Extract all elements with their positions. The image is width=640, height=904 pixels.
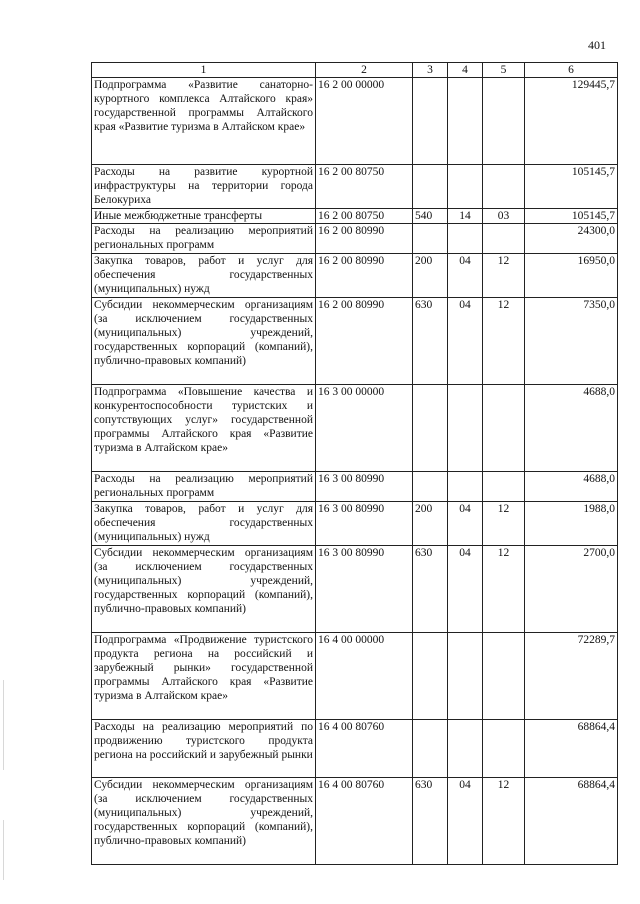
row-expense-type: 630 — [413, 778, 448, 865]
row-amount: 72289,7 — [525, 633, 618, 720]
table-row — [92, 633, 618, 720]
row-section — [448, 472, 483, 502]
table-row — [92, 720, 618, 778]
row-amount: 129445,7 — [525, 78, 618, 165]
column-header: 4 — [448, 63, 483, 78]
row-amount: 1988,0 — [525, 502, 618, 546]
row-section: 04 — [448, 778, 483, 865]
row-expense-type — [413, 472, 448, 502]
row-section — [448, 165, 483, 209]
column-header: 1 — [92, 63, 316, 78]
row-subsection — [483, 720, 525, 778]
row-amount: 4688,0 — [525, 472, 618, 502]
column-header: 2 — [316, 63, 413, 78]
row-expense-type — [413, 720, 448, 778]
row-name: Иные межбюджетные трансферты — [92, 209, 316, 224]
row-expense-type — [413, 165, 448, 209]
row-expense-type — [413, 633, 448, 720]
table-row — [92, 502, 618, 546]
row-name: Расходы на развитие курортной инфраструктуры на территории города Белокуриха — [92, 165, 316, 209]
row-expense-type: 540 — [413, 209, 448, 224]
row-name: Закупка товаров, работ и услуг для обеспечения государственных (муниципальных) нужд — [92, 254, 316, 298]
row-subsection — [483, 633, 525, 720]
row-amount: 16950,0 — [525, 254, 618, 298]
column-number-row — [92, 63, 618, 78]
row-code: 16 4 00 00000 — [316, 633, 413, 720]
scan-margin-mark — [3, 820, 4, 880]
row-section: 14 — [448, 209, 483, 224]
row-code: 16 2 00 80750 — [316, 165, 413, 209]
row-name: Подпрограмма «Развитие санаторно-курортного комплекса Алтайского края» государственной программы Алтайского края «Развитие туризма в Алтайском крае» — [92, 78, 316, 165]
row-section: 04 — [448, 502, 483, 546]
row-name: Субсидии некоммерческим организациям (за исключением государственных (муниципальных) учреждений, государственных корпораций (компаний), публично-правовых компаний) — [92, 298, 316, 385]
row-subsection: 12 — [483, 298, 525, 385]
row-expense-type — [413, 78, 448, 165]
row-code: 16 3 00 80990 — [316, 546, 413, 633]
row-amount: 105145,7 — [525, 209, 618, 224]
row-subsection: 12 — [483, 502, 525, 546]
row-subsection: 12 — [483, 254, 525, 298]
scan-margin-mark — [3, 680, 4, 770]
row-code: 16 4 00 80760 — [316, 778, 413, 865]
table-row — [92, 778, 618, 865]
row-amount: 2700,0 — [525, 546, 618, 633]
row-code: 16 2 00 80990 — [316, 298, 413, 385]
row-name: Подпрограмма «Повышение качества и конкурентоспособности туристских и сопутствующих услуг» государственной программы Алтайского края «Развитие туризма в Алтайском крае» — [92, 385, 316, 472]
row-section: 04 — [448, 546, 483, 633]
row-code: 16 3 00 00000 — [316, 385, 413, 472]
row-subsection — [483, 385, 525, 472]
table-row — [92, 472, 618, 502]
row-subsection: 12 — [483, 546, 525, 633]
row-code: 16 2 00 00000 — [316, 78, 413, 165]
row-name: Подпрограмма «Продвижение туристского продукта региона на российский и зарубежный рынки» государственной программы Алтайского края «Развитие туризма в Алтайском крае» — [92, 633, 316, 720]
row-section — [448, 78, 483, 165]
row-section — [448, 720, 483, 778]
row-name: Расходы на реализацию мероприятий региональных программ — [92, 472, 316, 502]
row-section — [448, 224, 483, 254]
row-expense-type: 200 — [413, 254, 448, 298]
table-row — [92, 209, 618, 224]
table-row — [92, 165, 618, 209]
row-name: Расходы на реализацию мероприятий по продвижению туристского продукта региона на российский и зарубежный рынки — [92, 720, 316, 778]
column-header: 5 — [483, 63, 525, 78]
row-amount: 105145,7 — [525, 165, 618, 209]
row-code: 16 4 00 80760 — [316, 720, 413, 778]
row-code: 16 2 00 80750 — [316, 209, 413, 224]
budget-table — [91, 62, 618, 865]
row-expense-type — [413, 385, 448, 472]
table-row — [92, 78, 618, 165]
table-row — [92, 385, 618, 472]
row-expense-type — [413, 224, 448, 254]
row-amount: 7350,0 — [525, 298, 618, 385]
row-subsection — [483, 165, 525, 209]
row-name: Субсидии некоммерческим организациям (за исключением государственных (муниципальных) учреждений, государственных корпораций (компаний), публично-правовых компаний) — [92, 546, 316, 633]
row-subsection — [483, 472, 525, 502]
row-amount: 68864,4 — [525, 720, 618, 778]
table-row — [92, 298, 618, 385]
page-number: 401 — [588, 38, 606, 52]
row-amount: 24300,0 — [525, 224, 618, 254]
row-code: 16 3 00 80990 — [316, 472, 413, 502]
row-amount: 4688,0 — [525, 385, 618, 472]
table-row — [92, 546, 618, 633]
row-subsection — [483, 224, 525, 254]
row-name: Закупка товаров, работ и услуг для обеспечения государственных (муниципальных) нужд — [92, 502, 316, 546]
row-subsection — [483, 78, 525, 165]
row-expense-type: 630 — [413, 298, 448, 385]
row-section — [448, 385, 483, 472]
row-section — [448, 633, 483, 720]
row-name: Субсидии некоммерческим организациям (за исключением государственных (муниципальных) учреждений, государственных корпораций (компаний), публично-правовых компаний) — [92, 778, 316, 865]
row-section: 04 — [448, 298, 483, 385]
row-subsection: 12 — [483, 778, 525, 865]
row-subsection: 03 — [483, 209, 525, 224]
row-name: Расходы на реализацию мероприятий региональных программ — [92, 224, 316, 254]
row-section: 04 — [448, 254, 483, 298]
column-header: 3 — [413, 63, 448, 78]
row-expense-type: 200 — [413, 502, 448, 546]
table-row — [92, 224, 618, 254]
row-code: 16 3 00 80990 — [316, 502, 413, 546]
row-code: 16 2 00 80990 — [316, 224, 413, 254]
row-expense-type: 630 — [413, 546, 448, 633]
table-row — [92, 254, 618, 298]
column-header: 6 — [525, 63, 618, 78]
row-code: 16 2 00 80990 — [316, 254, 413, 298]
row-amount: 68864,4 — [525, 778, 618, 865]
